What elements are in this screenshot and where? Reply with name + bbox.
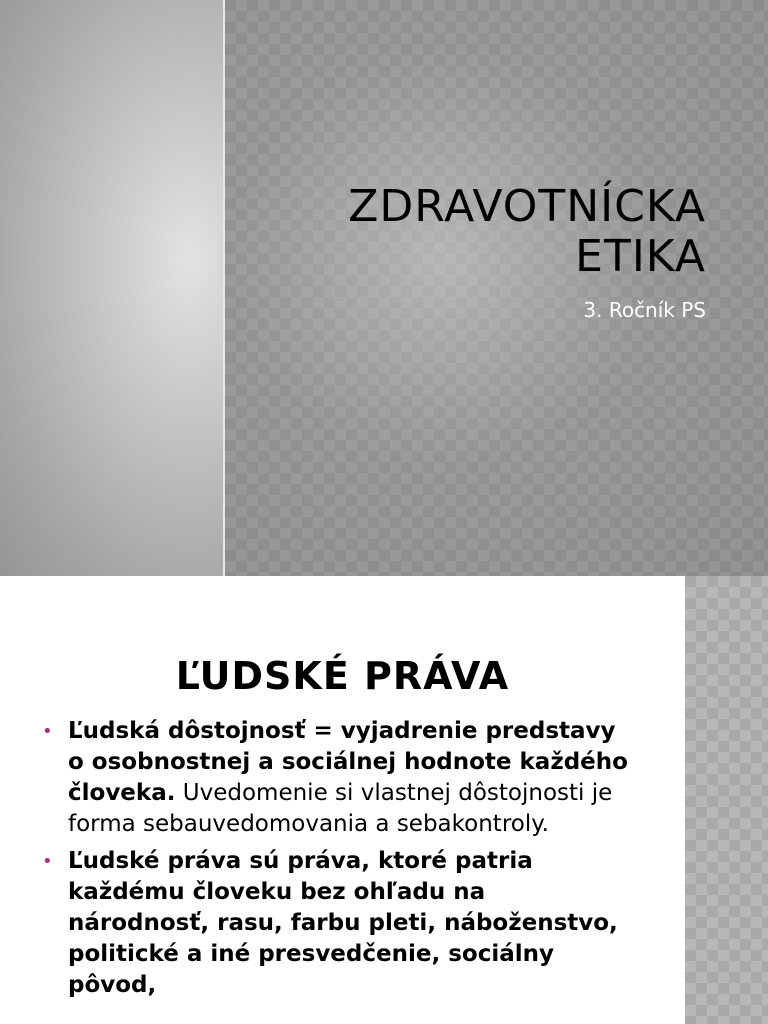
slide-title-line-2: ETIKA [575, 231, 706, 282]
bullet-bold-text: Ľudská dôstojnosť = vyjadrenie predstavy o osobnostnej a sociálnej hodnote každého človeka. [68, 718, 628, 806]
bullet-icon: • [42, 721, 53, 742]
list-item [42, 716, 632, 840]
list-item [42, 846, 632, 1001]
title-slide-left-panel [0, 0, 223, 576]
slide-subtitle: 3. Ročník PS [583, 298, 706, 322]
content-slide-pattern-band [685, 576, 768, 1024]
slide-title-line-1: ZDRAVOTNÍCKA [348, 181, 706, 232]
bullet-list [42, 716, 632, 1007]
slide-title [226, 182, 706, 282]
bullet-icon: • [42, 851, 53, 872]
bullet-bold-text: Ľudské práva sú práva, ktoré patria každému človeku bez ohľadu na národnosť, rasu, farbu pleti, náboženstvo, politické a iné presvedčenie, sociálny pôvod, [68, 848, 618, 998]
content-slide-title: ĽUDSKÉ PRÁVA [175, 654, 510, 698]
title-slide-pattern-panel [225, 0, 768, 576]
bullet-regular-text: Uvedomenie si vlastnej dôstojnosti je forma sebauvedomovania a sebakontroly. [68, 780, 613, 837]
content-slide [0, 576, 768, 1024]
